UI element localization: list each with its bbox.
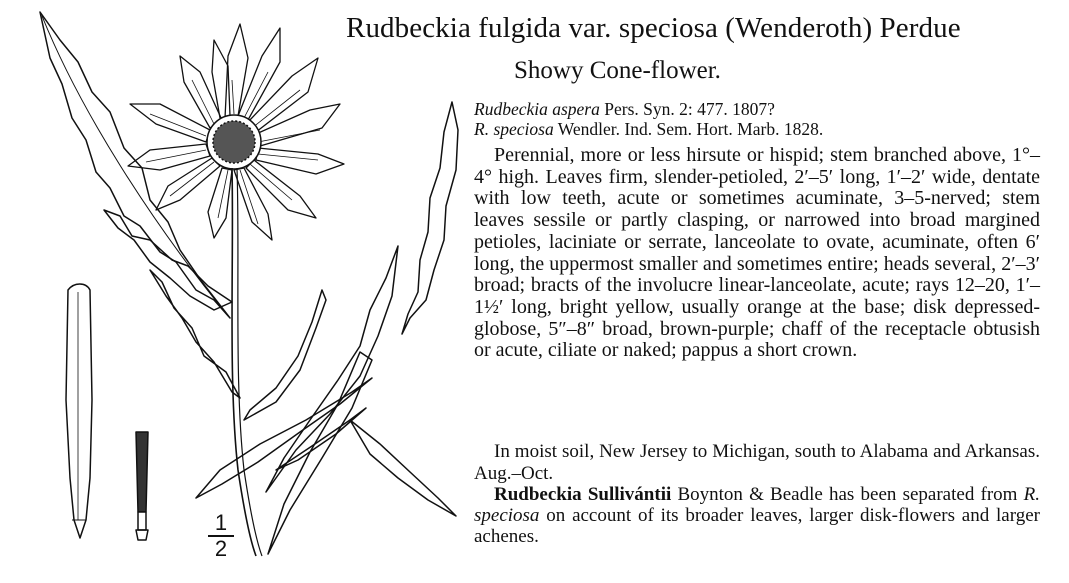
main-stem xyxy=(232,168,256,556)
botanical-illustration xyxy=(0,0,470,583)
middle-leaf xyxy=(104,210,326,420)
note-text: on account of its broader leaves, larger disk-flowers and larger achenes. xyxy=(474,505,1040,547)
synonym-citation: Wendler. Ind. Sem. Hort. Marb. 1828. xyxy=(557,119,824,139)
synonym-name: Rudbeckia aspera xyxy=(474,99,600,119)
achene-drawing xyxy=(66,284,92,538)
synonym-line xyxy=(474,119,823,140)
habitat-range: In moist soil, New Jersey to Michigan, south to Alabama and Arkansas. Aug.–Oct. xyxy=(474,441,1040,484)
scientific-name-title: Rudbeckia fulgida var. speciosa (Wenderoth) Perdue xyxy=(346,12,961,44)
floret-drawing xyxy=(136,432,148,540)
synonym-citation: Pers. Syn. 2: 477. 1807? xyxy=(604,99,775,119)
related-species-note xyxy=(474,484,1040,547)
scale-denominator: 2 xyxy=(214,536,228,561)
species-description: Perennial, more or less hirsute or hispid; stem branched above, 1°–4° high. Leaves firm, slender-petioled, 2′–5′ long, 1′–2′ wide, dentate with low teeth, acute or sometimes acuminate, 3–5-nerved; stem leaves sessile or partly clasping, or narrowed into broad margined petioles, laciniate or serrate, lanceolate to ovate, acuminate, often 6′ long, the uppermost smaller and sometimes entire; heads several, 2′–3′ broad; bracts of the involucre linear-lanceolate, acute; rays 12–20, 1′–1½′ long, bright yellow, usually orange at the base; disk depressed-globose, 5″–8″ broad, brown-purple; chaff of the receptacle obtusish or acute, ciliate or naked; pappus a short crown. xyxy=(474,144,1040,362)
related-species-name: Rudbeckia Sullivántii xyxy=(494,484,672,505)
scale-numerator: 1 xyxy=(214,510,228,535)
note-reference: R. speciosa xyxy=(474,484,1040,526)
scale-fraction xyxy=(208,512,234,560)
common-name: Showy Cone-flower. xyxy=(514,57,721,84)
synonym-line xyxy=(474,99,775,120)
flower-head xyxy=(128,24,344,240)
lower-leaves xyxy=(196,378,456,516)
right-narrow-leaf xyxy=(266,102,458,554)
synonym-name: R. speciosa xyxy=(474,119,554,139)
note-text: Boynton & Beadle has been separated from xyxy=(671,484,1024,505)
